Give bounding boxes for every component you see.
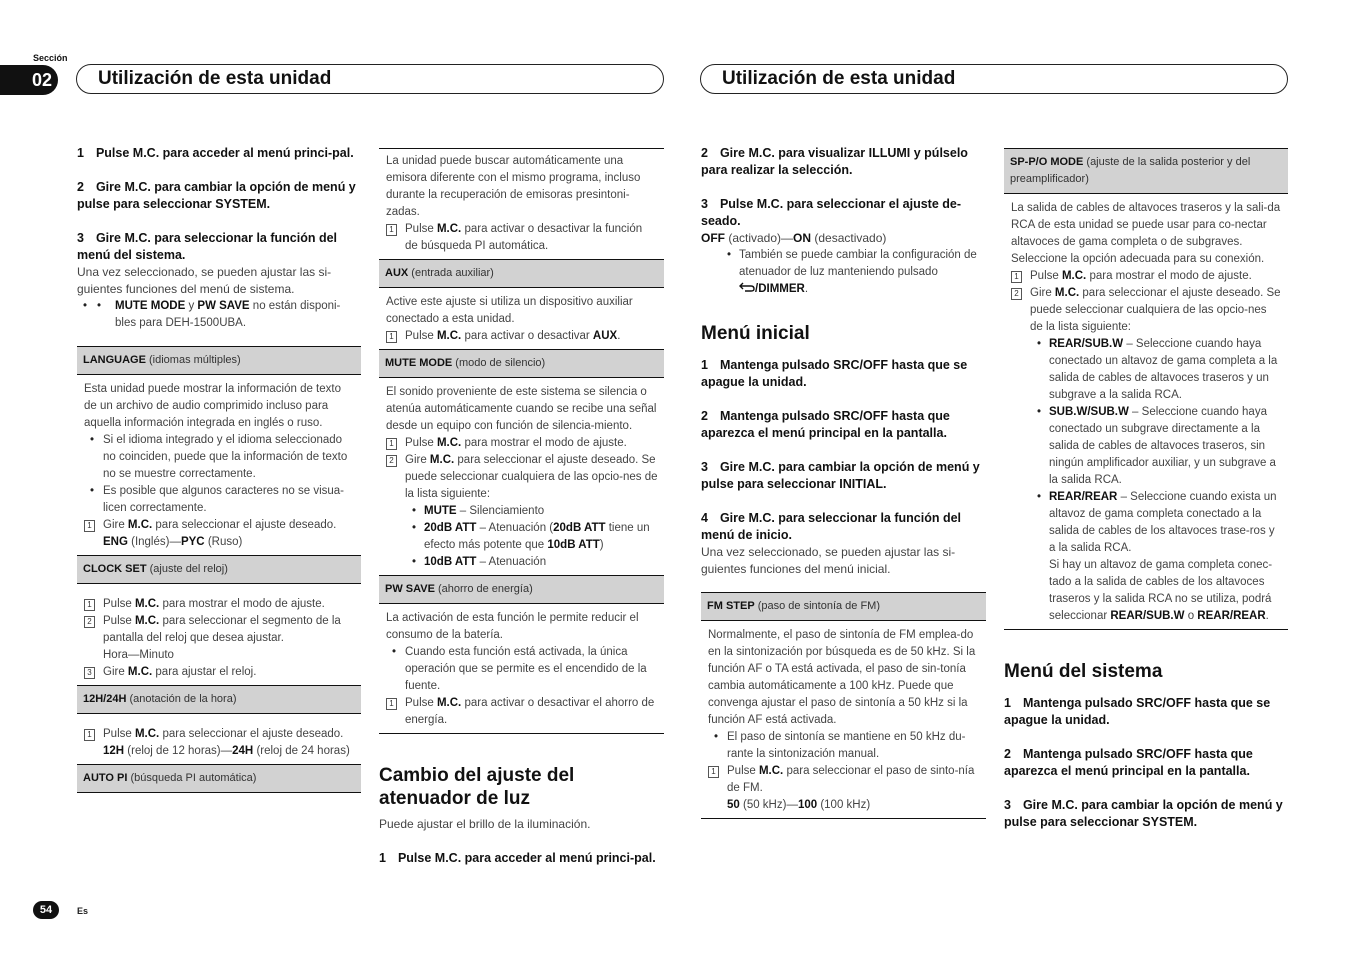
mute-mode-body: El sonido proveniente de este sistema se silencia o atenúa automáticamente cuando se recibe una señal desde un equipo con función de silencia-miento. 1 Pulse M.C. para mostrar el modo de ajuste. 2 Gire M.C. para seleccionar el ajuste deseado. Se puede seleccionar cualquiera de las opcio-nes de la lista siguiente: • MUTE – Silenciamiento • 20dB ATT – Atenuación (20dB ATT tiene un efecto más potente que 10dB ATT) • 10dB ATT – Atenuación bbox=[379, 378, 664, 575]
page-title-right: Utilización de esta unidad bbox=[700, 64, 1288, 94]
system-menu-title: Menú del sistema bbox=[1004, 661, 1163, 682]
initial-step-2: 2 Mantenga pulsado SRC/OFF hasta que aparezca el menú principal en la pantalla. bbox=[701, 409, 950, 440]
initial-step-3: 3 Gire M.C. para cambiar la opción de menú y pulse para seleccionar INITIAL. bbox=[701, 460, 980, 491]
dimmer-step-2: 2 Gire M.C. para visualizar ILLUMI y púlselo para realizar la selección. bbox=[701, 146, 968, 177]
page-number: 54 bbox=[33, 901, 59, 919]
sp-po-mode-header: SP-P/O MODE (ajuste de la salida posterior y del preamplificador) bbox=[1004, 148, 1288, 194]
auto-pi-header: AUTO PI (búsqueda PI automática) bbox=[77, 764, 361, 793]
clock-set-body: 1 Pulse M.C. para mostrar el modo de ajuste. 2 Pulse M.C. para seleccionar el segmento de la pantalla del reloj que desea ajustar. Hora—Minuto 3 Gire M.C. para ajustar el reloj. bbox=[77, 584, 361, 685]
aux-header: AUX (entrada auxiliar) bbox=[379, 259, 664, 288]
system-step-3: 3 Gire M.C. para cambiar la opción de menú y pulse para seleccionar SYSTEM. bbox=[1004, 798, 1283, 829]
step-2: 2 Gire M.C. para cambiar la opción de menú y pulse para seleccionar SYSTEM. bbox=[77, 180, 356, 211]
dimmer-step-1: 1 Pulse M.C. para acceder al menú princi-pal. bbox=[379, 851, 656, 865]
back-arrow-icon bbox=[739, 281, 755, 298]
auto-pi-body: La unidad puede buscar automáticamente una emisora diferente con el mismo programa, incluso durante la recuperación de emisoras presintoni-zadas. 1 Pulse M.C. para activar o desactivar la función de búsqueda PI automática. bbox=[379, 148, 664, 259]
fm-step-header: FM STEP (paso de sintonía de FM) bbox=[701, 592, 986, 621]
note-bullet: • • MUTE MODE y PW SAVE no están disponi-bles para DEH-1500UBA. bbox=[77, 298, 361, 332]
12h-24h-body: 1 Pulse M.C. para seleccionar el ajuste deseado. 12H (reloj de 12 horas)—24H (reloj de 24 horas) bbox=[77, 714, 361, 764]
fm-step-body: Normalmente, el paso de sintonía de FM emplea-do en la sintonización por búsqueda es de 50 kHz. Si la función AF o TA está activada, el paso de sin-tonía cambia automáticamente a 100 kHz. Puede que convenga ajustar el paso de sintonía a 50 kHz si la función AF está activada. • El paso de sintonía se mantiene en 50 kHz du-rante la sintonización manual. 1 Pulse M.C. para seleccionar el paso de sinto-nía de FM. 50 (50 kHz)—100 (100 kHz) bbox=[701, 621, 986, 819]
section-label: Sección bbox=[33, 53, 68, 63]
aux-body: Active este ajuste si utiliza un dispositivo auxiliar conectado a esta unidad. 1 Pulse M.C. para activar o desactivar AUX. bbox=[386, 296, 633, 342]
pw-save-body: La activación de esta función le permite reducir el consumo de la batería. • Cuando esta función está activada, la única operación que se permite es el encendido de la fuente. 1 Pulse M.C. para activar o desactivar el ahorro de energía. bbox=[379, 604, 664, 734]
initial-step-1: 1 Mantenga pulsado SRC/OFF hasta que se apague la unidad. bbox=[701, 358, 968, 389]
clock-set-header: CLOCK SET (ajuste del reloj) bbox=[77, 555, 361, 584]
dimmer-intro: Puede ajustar el brillo de la iluminación. bbox=[379, 817, 591, 831]
page-language: Es bbox=[77, 906, 89, 916]
language-body: Esta unidad puede mostrar la información de texto de un archivo de audio comprimido incluso para aquella información integrada en inglés o ruso. • Si el idioma integrado y el idioma seleccionado no coinciden, puede que la información de texto no se muestre correctamente. • Es posible que algunos caracteres no se visua-licen correctamente. 1 Gire M.C. para seleccionar el ajuste deseado. ENG (Inglés)—PYC (Ruso) bbox=[77, 375, 361, 555]
step-1: 1 Pulse M.C. para acceder al menú princi-pal. bbox=[77, 146, 354, 160]
dimmer-step-3: 3 Pulse M.C. para seleccionar el ajuste de-seado. bbox=[701, 197, 962, 228]
dimmer-note: • También se puede cambiar la configuración de atenuador de luz manteniendo pulsado /DIMMER. bbox=[701, 247, 986, 298]
column-2 bbox=[379, 148, 664, 867]
section-number-tab: 02 bbox=[0, 65, 58, 95]
page-title-left: Utilización de esta unidad bbox=[76, 64, 664, 94]
column-4 bbox=[1004, 148, 1288, 831]
column-1 bbox=[77, 145, 361, 793]
column-3: 2 Gire M.C. para visualizar ILLUMI y púlselo para realizar la selección. 3 Pulse M.C. para seleccionar el ajuste de-seado. OFF (activado)—ON (desactivado) • También se puede cambiar la configuración de atenuador de luz manteniendo pulsado /DIMMER. Menú inicial 1 Mantenga pulsado SRC/OFF hasta que se apague la unidad. 2 Mantenga pulsado SRC/OFF hasta que aparezca el menú principal en la pantalla. 3 Gire M.C. para cambiar la opción de menú y pulse para seleccionar INITIAL. 4 Gire M.C. para seleccionar la función del menú de inicio. Una vez seleccionado, se pueden ajustar las si-guientes funciones del menú inicial. FM STEP (paso de sintonía de FM) Normalmente, el paso de sintonía de FM emplea-do en la sintonización por búsqueda es de 50 kHz. Si la función AF o TA está activada, el paso de sin-tonía cambia automáticamente a 100 kHz. Puede que convenga ajustar el paso de sintonía a 50 kHz si la función AF está activada. • El paso de sintonía se mantiene en 50 kHz du-rante la sintonización manual. 1 Pulse M.C. para seleccionar el paso de sinto-nía de FM. 50 (50 kHz)—100 (100 kHz) bbox=[701, 145, 986, 819]
initial-step-4-text: Una vez seleccionado, se pueden ajustar las si-guientes funciones del menú inicial. bbox=[701, 545, 956, 576]
initial-step-4: 4 Gire M.C. para seleccionar la función del menú de inicio. bbox=[701, 511, 961, 542]
step-3: 3 Gire M.C. para seleccionar la función del menú del sistema. bbox=[77, 231, 337, 262]
system-step-2: 2 Mantenga pulsado SRC/OFF hasta que aparezca el menú principal en la pantalla. bbox=[1004, 747, 1253, 778]
sp-po-mode-body: La salida de cables de altavoces traseros y la sali-da RCA de esta unidad se puede usar para co-nectar altavoces de gama completa o de subgraves. Seleccione la opción adecuada para su conexión. 1 Pulse M.C. para mostrar el modo de ajuste. 2 Gire M.C. para seleccionar el ajuste deseado. Se puede seleccionar cualquiera de las opcio-nes de la lista siguiente: • REAR/SUB.W – Seleccione cuando haya conectado un altavoz de gama completa a la salida de cables de altavoces traseros y un subgrave a la salida RCA. • SUB.W/SUB.W – Seleccione cuando haya conectado un subgrave directamente a la salida de cables de altavoces traseros, sin ningún amplificador auxiliar, y un subgrave a la salida RCA. • REAR/REAR – Seleccione cuando exista un altavoz de gama completa conectado a la salida de cables de los altavoces trase-ros y a la salida RCA. Si hay un altavoz de gama completa conec-tado a la salida de cables de los altavoces traseros y la salida RCA no se utiliza, podrá seleccionar REAR/SUB.W o REAR/REAR. bbox=[1004, 194, 1288, 630]
12h-24h-header: 12H/24H (anotación de la hora) bbox=[77, 685, 361, 714]
language-header: LANGUAGE (idiomas múltiples) bbox=[77, 346, 361, 375]
step-3-text: Una vez seleccionado, se pueden ajustar las si-guientes funciones del menú de sistema. bbox=[77, 265, 332, 296]
dimmer-section-title: Cambio del ajuste del atenuador de luz bbox=[379, 765, 575, 809]
mute-mode-header: MUTE MODE (modo de silencio) bbox=[379, 349, 664, 378]
initial-menu-title: Menú inicial bbox=[701, 323, 810, 344]
system-step-1: 1 Mantenga pulsado SRC/OFF hasta que se apague la unidad. bbox=[1004, 696, 1271, 727]
pw-save-header: PW SAVE (ahorro de energía) bbox=[379, 575, 664, 604]
